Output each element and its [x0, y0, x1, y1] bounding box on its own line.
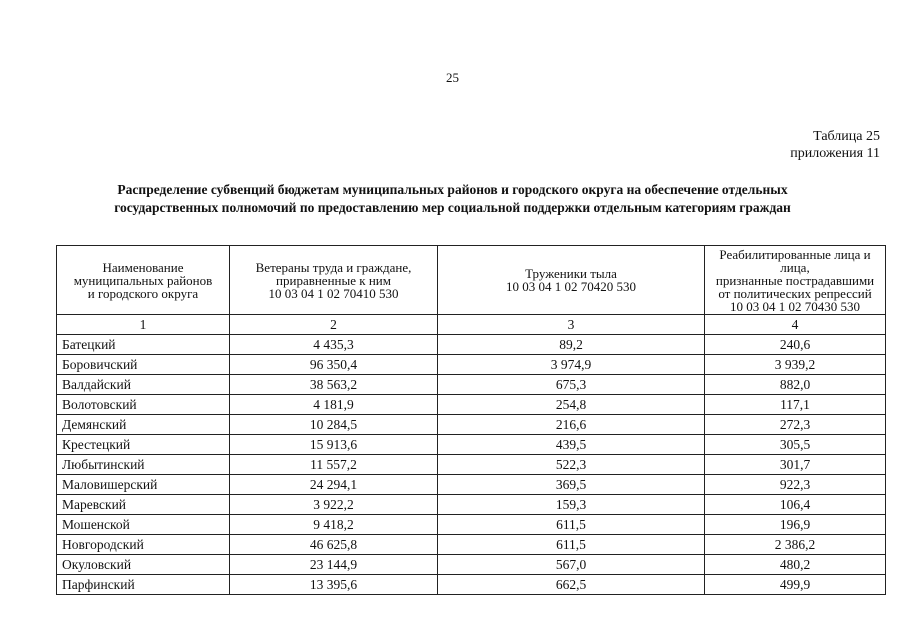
- home-front-value: 159,3: [438, 495, 705, 515]
- labor-veterans-value: 10 284,5: [230, 415, 438, 435]
- header-text-line: Ветераны труда и граждане,: [255, 259, 412, 275]
- home-front-value: 369,5: [438, 475, 705, 495]
- table-row: [57, 335, 886, 355]
- labor-veterans-value: 11 557,2: [230, 455, 438, 475]
- header-text-line: муниципальных районов: [73, 272, 213, 288]
- district-name-cell: Маревский: [57, 495, 230, 515]
- labor-veterans-value: 46 625,8: [230, 535, 438, 555]
- appendix-label: приложения 11: [790, 146, 880, 161]
- district-name-cell: Боровичский: [57, 355, 230, 375]
- header-labor-veterans: [230, 246, 438, 315]
- rehabilitated-value: 240,6: [705, 335, 886, 355]
- rehabilitated-value: 499,9: [705, 575, 886, 595]
- header-text-line: 10 03 04 1 02 70420 530: [506, 279, 636, 294]
- home-front-value: 3 974,9: [438, 355, 705, 375]
- rehabilitated-value: 272,3: [705, 415, 886, 435]
- table-row: [57, 495, 886, 515]
- home-front-value: 216,6: [438, 415, 705, 435]
- district-name-cell: Мошенской: [57, 515, 230, 535]
- district-name-cell: Маловишерский: [57, 475, 230, 495]
- home-front-value: 662,5: [438, 575, 705, 595]
- district-name-cell: Парфинский: [57, 575, 230, 595]
- table-row: [57, 375, 886, 395]
- home-front-value: 567,0: [438, 555, 705, 575]
- home-front-value: 254,8: [438, 395, 705, 415]
- labor-veterans-value: 4 435,3: [230, 335, 438, 355]
- table-label: Таблица 25: [813, 129, 880, 144]
- rehabilitated-value: 922,3: [705, 475, 886, 495]
- rehabilitated-value: 882,0: [705, 375, 886, 395]
- district-name-cell: Окуловский: [57, 555, 230, 575]
- district-name-cell: Батецкий: [57, 335, 230, 355]
- header-text-line: Труженики тыла: [525, 266, 617, 281]
- document-title: [0, 181, 905, 217]
- header-district-name: [57, 246, 230, 315]
- district-name-cell: Демянский: [57, 415, 230, 435]
- home-front-value: 675,3: [438, 375, 705, 395]
- header-text-line: от политических репрессий: [718, 285, 872, 301]
- table-row: [57, 515, 886, 535]
- table-row: [57, 575, 886, 595]
- labor-veterans-value: 38 563,2: [230, 375, 438, 395]
- header-home-front-workers: [438, 246, 705, 315]
- labor-veterans-value: 13 395,6: [230, 575, 438, 595]
- table-row: [57, 355, 886, 375]
- rehabilitated-value: 196,9: [705, 515, 886, 535]
- labor-veterans-value: 23 144,9: [230, 555, 438, 575]
- labor-veterans-value: 24 294,1: [230, 475, 438, 495]
- header-text-line: и городского округа: [87, 285, 199, 301]
- rehabilitated-value: 117,1: [705, 395, 886, 415]
- home-front-value: 611,5: [438, 535, 705, 555]
- table-reference: [790, 128, 880, 162]
- table-row: [57, 435, 886, 455]
- table-header-row: [57, 246, 886, 315]
- header-text-line: признанные пострадавшими: [715, 272, 875, 288]
- district-name-cell: Новгородский: [57, 535, 230, 555]
- labor-veterans-value: 96 350,4: [230, 355, 438, 375]
- header-rehabilitated-persons: [705, 246, 886, 315]
- document-title-line-1: Распределение субвенций бюджетам муниципальных районов и городского округа на обеспечение отдельных: [117, 182, 788, 197]
- labor-veterans-value: 9 418,2: [230, 515, 438, 535]
- home-front-value: 89,2: [438, 335, 705, 355]
- rehabilitated-value: 2 386,2: [705, 535, 886, 555]
- labor-veterans-value: 3 922,2: [230, 495, 438, 515]
- home-front-value: 611,5: [438, 515, 705, 535]
- document-title-line-2: государственных полномочий по предоставлению мер социальной поддержки отдельным категориям граждан: [114, 200, 791, 215]
- rehabilitated-value: 3 939,2: [705, 355, 886, 375]
- table-row: [57, 475, 886, 495]
- district-name-cell: Крестецкий: [57, 435, 230, 455]
- header-text-line: Наименование: [102, 259, 184, 275]
- header-text-line: Реабилитированные лица и лица,: [719, 246, 871, 275]
- header-text-line: 10 03 04 1 02 70430 530: [730, 298, 860, 314]
- column-number: 2: [230, 315, 438, 335]
- district-name-cell: Волотовский: [57, 395, 230, 415]
- subsidy-table: [56, 245, 886, 595]
- column-number: 3: [438, 315, 705, 335]
- home-front-value: 439,5: [438, 435, 705, 455]
- column-number: 1: [57, 315, 230, 335]
- table-row: [57, 415, 886, 435]
- home-front-value: 522,3: [438, 455, 705, 475]
- table-row: [57, 455, 886, 475]
- page-number: 25: [446, 70, 459, 85]
- rehabilitated-value: 305,5: [705, 435, 886, 455]
- rehabilitated-value: 480,2: [705, 555, 886, 575]
- column-number: 4: [705, 315, 886, 335]
- district-name-cell: Валдайский: [57, 375, 230, 395]
- table-row: [57, 535, 886, 555]
- header-text-line: приравненные к ним: [276, 272, 391, 288]
- labor-veterans-value: 4 181,9: [230, 395, 438, 415]
- district-name-cell: Любытинский: [57, 455, 230, 475]
- table-row: [57, 555, 886, 575]
- labor-veterans-value: 15 913,6: [230, 435, 438, 455]
- column-number-row: [57, 315, 886, 335]
- rehabilitated-value: 106,4: [705, 495, 886, 515]
- table-row: [57, 395, 886, 415]
- rehabilitated-value: 301,7: [705, 455, 886, 475]
- header-text-line: 10 03 04 1 02 70410 530: [268, 285, 399, 301]
